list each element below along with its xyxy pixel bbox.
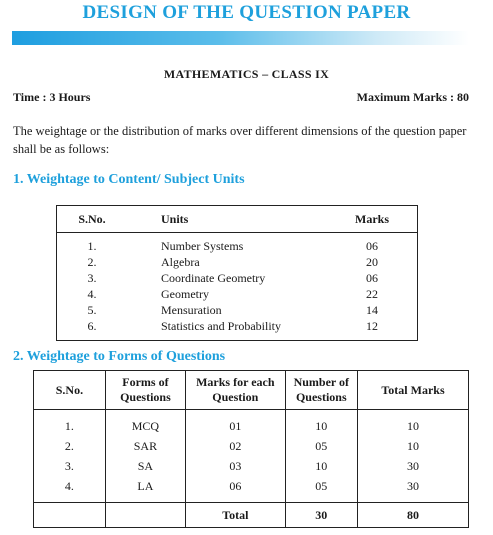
col-header-sno: S.No. xyxy=(57,206,128,233)
cell-form: LA xyxy=(105,476,185,503)
cell-marks: 22 xyxy=(366,287,378,301)
cell-number: 10 xyxy=(285,410,357,437)
total-marks: 80 xyxy=(358,503,469,528)
cell-marks: 20 xyxy=(366,255,378,269)
table-row xyxy=(34,476,469,503)
cell-sno: 3. xyxy=(34,456,106,476)
table-row xyxy=(57,233,418,255)
header-line: Questions xyxy=(120,390,171,404)
cell-sno: 3. xyxy=(87,271,97,285)
question-forms-table xyxy=(33,370,469,528)
col-header-total-marks xyxy=(358,371,469,410)
cell-form: SAR xyxy=(105,436,185,456)
cell-marks: 12 xyxy=(366,319,378,333)
subject-heading: MATHEMATICS – CLASS IX xyxy=(163,67,330,81)
cell-empty xyxy=(105,503,185,528)
header-line: Number of xyxy=(293,375,350,389)
table-row xyxy=(57,302,418,318)
header-line: Questions xyxy=(295,390,347,404)
table-row xyxy=(57,318,418,341)
cell-marks: 06 xyxy=(366,239,378,253)
table-row xyxy=(57,270,418,286)
cell-sno: 1. xyxy=(87,239,97,253)
col-header-number xyxy=(285,371,357,410)
cell-unit: Number Systems xyxy=(161,239,244,253)
table-row xyxy=(34,456,469,476)
cell-unit: Coordinate Geometry xyxy=(161,271,266,285)
cell-form: MCQ xyxy=(105,410,185,437)
max-marks-label: Maximum Marks : 80 xyxy=(356,90,469,104)
cell-number: 05 xyxy=(285,436,357,456)
total-row xyxy=(34,503,469,528)
table-row xyxy=(57,286,418,302)
cell-sno: 6. xyxy=(87,319,97,333)
cell-marks-each: 02 xyxy=(186,436,286,456)
cell-marks-each: 03 xyxy=(186,456,286,476)
cell-sno: 2. xyxy=(87,255,97,269)
cell-sno: 5. xyxy=(87,303,97,317)
cell-form: SA xyxy=(105,456,185,476)
intro-paragraph: The weightage or the distribution of marks over different dimensions of the question paper shall be as follows: xyxy=(13,124,467,156)
cell-sno: 2. xyxy=(34,436,106,456)
cell-empty xyxy=(34,503,106,528)
cell-unit: Geometry xyxy=(161,287,209,301)
header-line: Forms of xyxy=(122,375,169,389)
cell-unit: Algebra xyxy=(161,255,200,269)
cell-total: 30 xyxy=(407,478,419,493)
cell-sno: 4. xyxy=(34,476,106,503)
col-header-marks-each xyxy=(186,371,286,410)
header-line: Question xyxy=(212,390,259,404)
table-row xyxy=(34,410,469,437)
col-header-forms xyxy=(105,371,185,410)
total-label: Total xyxy=(186,503,286,528)
time-label: Time : 3 Hours xyxy=(13,90,91,104)
cell-total: 10 xyxy=(407,438,419,453)
total-number: 30 xyxy=(285,503,357,528)
table-header-row xyxy=(57,206,418,233)
cell-sno: 4. xyxy=(87,287,97,301)
col-header-sno xyxy=(34,371,106,410)
cell-sno: 1. xyxy=(34,410,106,437)
cell-number: 05 xyxy=(285,476,357,503)
table-row xyxy=(34,436,469,456)
cell-unit: Statistics and Probability xyxy=(161,319,281,333)
title-underline-bar xyxy=(12,31,469,45)
table-header-row xyxy=(34,371,469,410)
cell-marks: 06 xyxy=(366,271,378,285)
page-title: DESIGN OF THE QUESTION PAPER xyxy=(82,2,411,23)
header-line: Total Marks xyxy=(381,382,445,397)
cell-unit: Mensuration xyxy=(161,303,222,317)
cell-marks-each: 01 xyxy=(186,410,286,437)
content-weightage-table xyxy=(56,205,418,341)
table-row xyxy=(57,254,418,270)
header-line: S.No. xyxy=(55,382,84,397)
cell-total: 30 xyxy=(407,458,419,473)
cell-number: 10 xyxy=(285,456,357,476)
section2-heading: 2. Weightage to Forms of Questions xyxy=(13,349,226,364)
section1-heading: 1. Weightage to Content/ Subject Units xyxy=(13,172,245,187)
cell-marks-each: 06 xyxy=(186,476,286,503)
col-header-marks: Marks xyxy=(327,206,418,233)
col-header-units: Units xyxy=(127,206,327,233)
cell-marks: 14 xyxy=(366,303,378,317)
cell-total: 10 xyxy=(407,418,419,433)
header-line: Marks for each xyxy=(196,375,275,389)
